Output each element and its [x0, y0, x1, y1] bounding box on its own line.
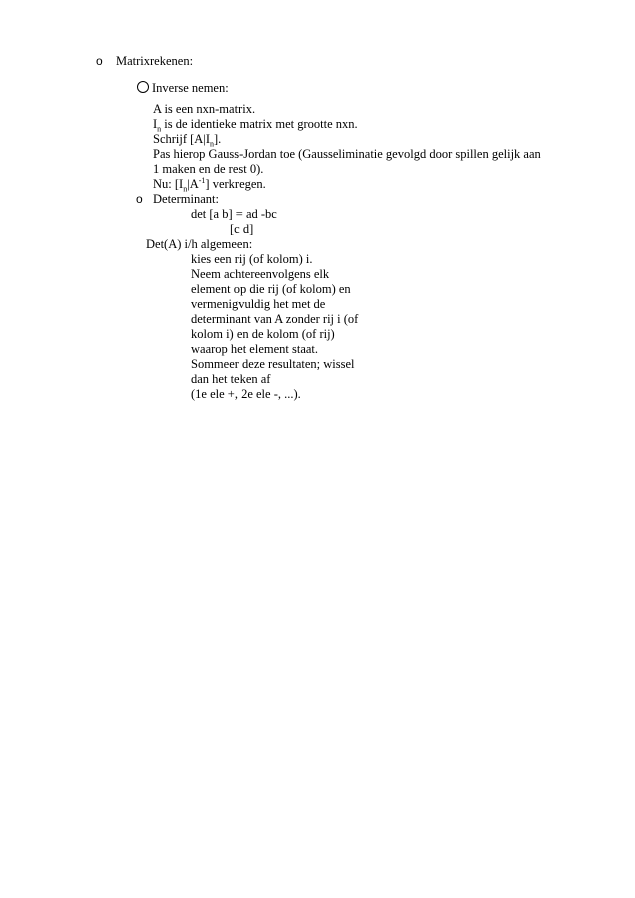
inverse-line-6 [153, 177, 266, 192]
inverse-line-6-text: Nu: [I [153, 177, 184, 191]
section-bullet: o [96, 54, 103, 68]
inverse-line-4: Pas hierop Gauss-Jordan toe (Gausseliminatie gevolgd door spillen gelijk aan [153, 147, 541, 161]
determinant-line-1: kies een rij (of kolom) i. [191, 252, 313, 266]
determinant-line-7: waarop het element staat. [191, 342, 319, 356]
inverse-line-3 [153, 132, 221, 147]
determinant-line-5: determinant van A zonder rij i (of [191, 312, 359, 326]
inverse-line-5: 1 maken en de rest 0). [153, 162, 264, 176]
identity-symbol: I [153, 117, 158, 131]
determinant-line-8: Sommeer deze resultaten; wissel [191, 357, 355, 371]
determinant-title: Determinant: [153, 192, 219, 206]
determinant-line-2: Neem achtereenvolgens elk [191, 267, 330, 281]
superscript-minus-one: -1 [198, 175, 206, 185]
determinant-line-6: kolom i) en de kolom (of rij) [191, 327, 335, 341]
determinant-line-4: vermenigvuldig het met de [191, 297, 326, 311]
inverse-title: Inverse nemen: [152, 81, 229, 95]
inverse-line-1: A is een nxn-matrix. [153, 102, 256, 116]
subscript-n: n [210, 139, 215, 149]
determinant-formula-row-2: [c d] [230, 222, 254, 236]
inverse-line-2-text: is de identieke matrix met grootte nxn. [161, 117, 358, 131]
inverse-line-6-end: ] verkregen. [205, 177, 266, 191]
inverse-line-2 [153, 117, 358, 132]
inverse-line-3-end: ]. [214, 132, 222, 146]
determinant-bullet: o [136, 192, 143, 206]
determinant-formula-row-1: det [a b] = ad -bc [191, 207, 277, 221]
inverse-line-3-text: Schrijf [A|I [153, 132, 211, 146]
determinant-line-10: (1e ele +, 2e ele -, ...). [191, 387, 301, 401]
subscript-n: n [183, 184, 188, 194]
subscript-n: n [157, 124, 162, 134]
determinant-general-title: Det(A) i/h algemeen: [146, 237, 253, 251]
determinant-line-9: dan het teken af [191, 372, 271, 386]
inverse-line-6-mid: |A [187, 177, 199, 191]
determinant-line-3: element op die rij (of kolom) en [191, 282, 351, 296]
hollow-circle-bullet-icon [137, 81, 149, 93]
section-title: Matrixrekenen: [116, 54, 194, 68]
